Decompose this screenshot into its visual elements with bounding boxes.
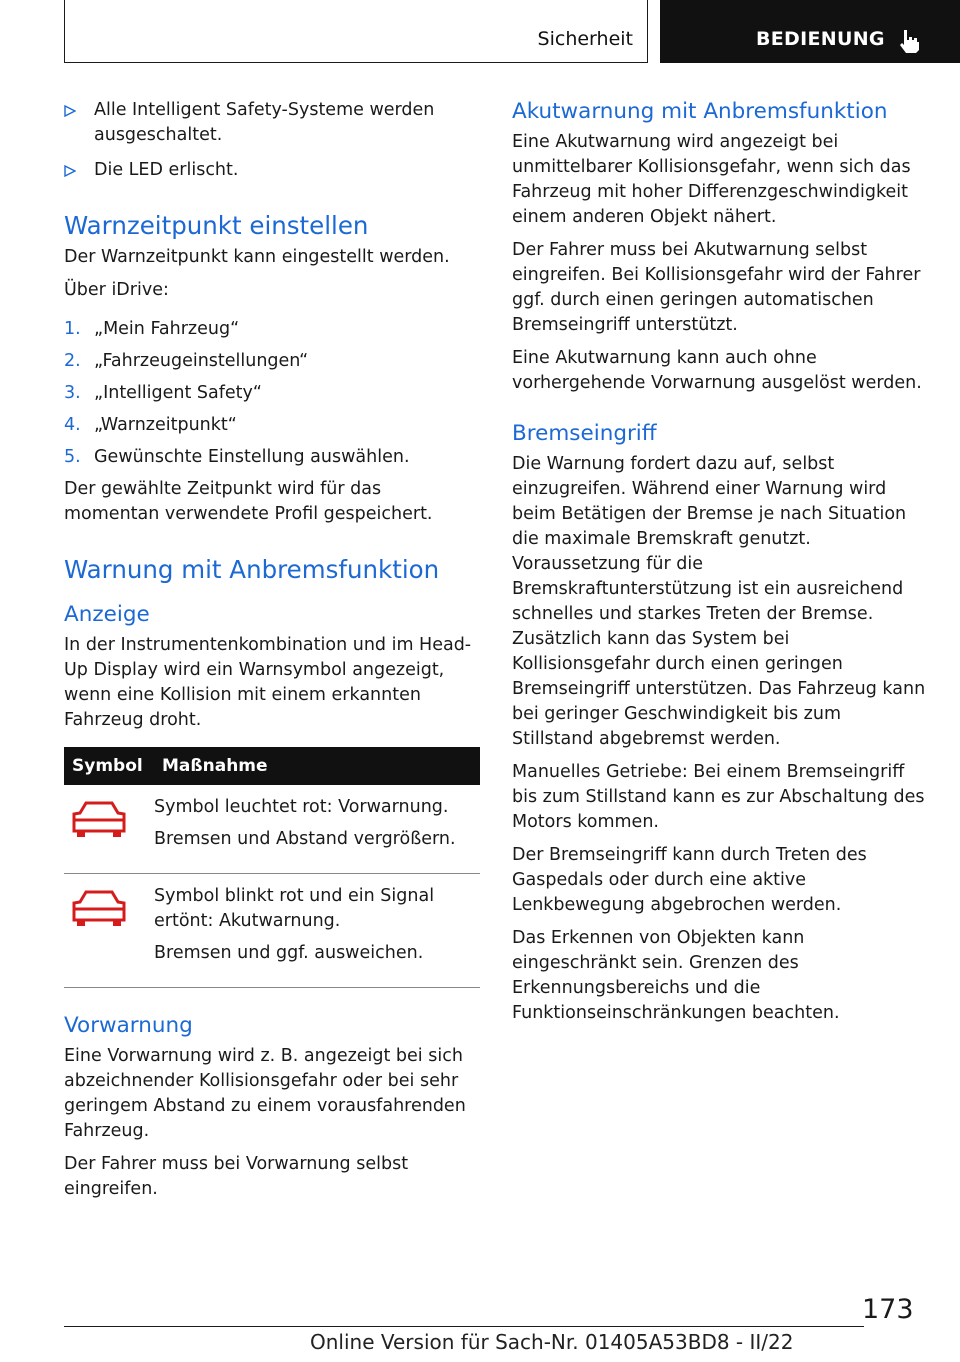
paragraph: Eine Akutwarnung wird angezeigt bei unmittelbarer Kollisionsgefahr, wenn sich das Fahrzeug mit hoher Differenzgeschwindigkeit einem anderen Objekt nähert. [512, 132, 911, 227]
step-text: Gewünschte Einstellung auswählen. [94, 447, 410, 467]
step-text: „Warnzeitpunkt“ [94, 415, 237, 435]
measure-text: Symbol blinkt rot und ein Signal ertönt: Akutwarnung. [154, 886, 435, 931]
footer-text: Online Version für Sach-Nr. 01405A53BD8 - II/22 [310, 1330, 794, 1354]
heading-akutwarnung: Akutwarnung mit Anbremsfunktion [512, 99, 888, 124]
measure-text: Bremsen und ggf. ausweichen. [154, 943, 424, 963]
heading-warnzeitpunkt: Warnzeitpunkt einstellen [64, 211, 369, 240]
car-warning-icon [68, 888, 130, 928]
column-header-symbol: Symbol [64, 747, 154, 785]
paragraph: Der Fahrer muss bei Akutwarnung selbst eingreifen. Bei Kollisionsgefahr wird der Fahrer ggf. durch einen geringen automatischen Bremseingriff unterstützt. [512, 240, 921, 335]
list-item [64, 158, 480, 183]
step-number: 4. [64, 415, 81, 435]
heading-warnung-anbremsfunktion: Warnung mit Anbremsfunktion [64, 555, 440, 584]
table-row [64, 785, 480, 874]
symbol-cell [64, 874, 154, 988]
heading-vorwarnung: Vorwarnung [64, 1013, 193, 1038]
paragraph: Eine Vorwarnung wird z. B. angezeigt bei sich abzeichnender Kollisionsgefahr oder bei sehr geringem Abstand zu einem vorausfahrenden Fahrzeug. [64, 1046, 466, 1141]
paragraph: Eine Akutwarnung kann auch ohne vorhergehende Vorwarnung ausgelöst werden. [512, 348, 922, 393]
left-column [64, 98, 480, 1210]
car-warning-icon [68, 799, 130, 839]
paragraph: Das Erkennen von Objekten kann eingeschränkt sein. Grenzen des Erkennungsbereichs und die Funktionseinschränkungen beachten. [512, 928, 840, 1023]
paragraph: Der Warnzeitpunkt kann eingestellt werden. [64, 247, 450, 267]
column-header-massnahme: Maßnahme [154, 747, 480, 785]
step-number: 3. [64, 383, 81, 403]
header-chapter-box [660, 0, 960, 63]
paragraph: Der Bremseingriff kann durch Treten des Gaspedals oder durch eine aktive Lenkbewegung abgebrochen werden. [512, 845, 867, 915]
step-text: „Fahrzeugeinstellungen“ [94, 351, 309, 371]
measure-cell [154, 785, 480, 874]
bullet-text: Die LED erlischt. [94, 160, 239, 180]
steps-list [64, 317, 480, 470]
list-item [64, 349, 480, 374]
triangle-bullet-icon [64, 105, 76, 117]
paragraph: Der Fahrer muss bei Vorwarnung selbst eingreifen. [64, 1154, 409, 1199]
measure-cell [154, 874, 480, 988]
page-number: 173 [862, 1294, 914, 1325]
footer-divider [64, 1326, 864, 1327]
hand-pointer-icon [896, 28, 922, 54]
measure-text: Symbol leuchtet rot: Vorwarnung. [154, 797, 449, 817]
step-number: 1. [64, 319, 81, 339]
step-number: 5. [64, 447, 81, 467]
step-text: „Mein Fahrzeug“ [94, 319, 240, 339]
right-column [512, 98, 928, 1034]
measure-text: Bremsen und Abstand vergrößern. [154, 829, 456, 849]
chapter-title: BEDIENUNG [756, 28, 885, 50]
list-item [64, 445, 480, 470]
step-number: 2. [64, 351, 81, 371]
heading-bremseingriff: Bremseingriff [512, 421, 657, 446]
list-item [64, 381, 480, 406]
paragraph: Die Warnung fordert dazu auf, selbst einzugreifen. Während einer Warnung wird beim Betätigen der Bremse je nach Situation die maximale Bremskraft genutzt. Voraussetzung für die Bremskraftunterstützung ist ein ausreichend schnelles und starkes Treten der Bremse. Zusätzlich kann das System bei Kollisionsgefahr durch einen geringen Bremseingriff unterstützen. Das Fahrzeug kann bei geringer Geschwindigkeit bis zum Stillstand abgebremst werden. [512, 454, 926, 749]
header-section-box [64, 0, 648, 63]
bullet-text: Alle Intelligent Safety-Systeme werden ausgeschaltet. [94, 100, 435, 145]
paragraph: Über iDrive: [64, 280, 169, 300]
section-title: Sicherheit [537, 28, 633, 50]
heading-anzeige: Anzeige [64, 602, 150, 627]
table-row [64, 874, 480, 988]
list-item [64, 317, 480, 342]
paragraph: Der gewählte Zeitpunkt wird für das momentan verwendete Profil gespeichert. [64, 479, 433, 524]
list-item [64, 98, 480, 148]
symbol-cell [64, 785, 154, 874]
triangle-bullet-icon [64, 165, 76, 177]
paragraph: Manuelles Getriebe: Bei einem Bremseingriff bis zum Stillstand kann es zur Abschaltung des Motors kommen. [512, 762, 925, 832]
paragraph: In der Instrumentenkombination und im Head-Up Display wird ein Warnsymbol angezeigt, wenn eine Kollision mit einem erkannten Fahrzeug droht. [64, 635, 472, 730]
list-item [64, 413, 480, 438]
step-text: „Intelligent Safety“ [94, 383, 262, 403]
symbol-table [64, 747, 480, 988]
